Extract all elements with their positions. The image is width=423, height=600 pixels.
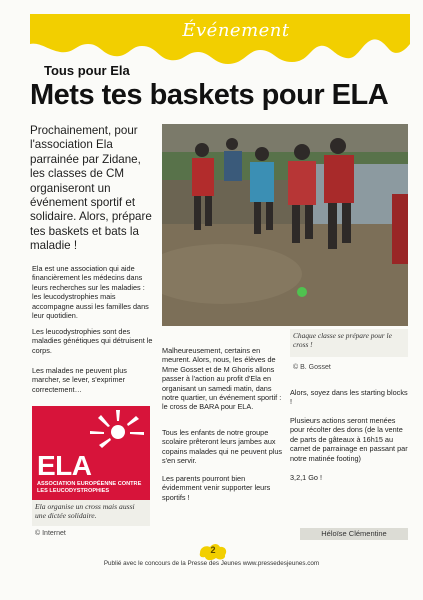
col2-paragraph-2: Tous les enfants de notre groupe scolaire prêteront leurs jambes aux copains malades qui ne peuvent plus s'en servir. [162,428,283,466]
ela-wordmark: ELA [37,450,92,481]
col3-paragraph-2: Plusieurs actions seront menées pour récolter des dons (de la vente de parts de gâteaux à 16h15 au carnet de parrainage en passant par notre matinée footing) [290,416,408,463]
lede-paragraph: Prochainement, pour l'association Ela parrainée par Zidane, les classes de CM organiseront un événement sportif et solidaire. Alors, prépare tes baskets et bats la maladie ! [30,124,152,253]
headline: Mets tes baskets pour ELA [30,79,389,111]
ela-logo [32,406,150,500]
col2-paragraph-1: Malheureusement, certains en meurent. Alors, nous, les élèves de Mme Gosset et de M Ghoris allons passer à l'action au profit d'Ela en organisant un samedi matin, dans notre quartier, un événement sportif : le cross de BARA pour ELA. [162,346,282,412]
section-banner [30,14,410,66]
page-number-badge [198,543,228,561]
ela-subtitle: ASSOCIATION EUROPÉENNE CONTRE LES LEUCODYSTROPHIES [37,481,142,494]
col3-paragraph-3: 3,2,1 Go ! [290,473,323,482]
ela-credit: © Internet [35,530,66,537]
footer-credit: Publié avec le concours de la Presse des Jeunes www.pressedesjeunes.com [103,560,320,567]
col1-paragraph-2: Les leucodystrophies sont des maladies génétiques qui détruisent le corps. [32,327,153,355]
section-label: Événement [182,20,290,41]
author-signature: Héloïse Clémentine [300,528,408,540]
kicker: Tous pour Ela [44,63,130,78]
ela-caption: Ela organise un cross mais aussi une dictée solidaire. [32,500,150,526]
page-number: 2 [210,545,216,555]
col3-paragraph-1: Alors, soyez dans les starting blocks ! [290,388,408,407]
photo-credit: © B. Gosset [293,364,331,371]
photo-caption: Chaque classe se prépare pour le cross ! [290,329,408,357]
children-running-illustration [162,124,408,326]
cross-photo [162,124,408,326]
col1-paragraph-1: Ela est une association qui aide financièrement les médecins dans leurs recherches sur les maladies : les leucodystrophies mais accompagne aussi les familles dans leur quotidien. [32,264,149,321]
col2-paragraph-3: Les parents pourront bien évidemment venir supporter leurs sportifs ! [162,474,271,502]
sun-burst-icon [32,406,150,456]
col1-paragraph-3: Les malades ne peuvent plus marcher, se lever, s'exprimer correctement… [32,366,127,394]
